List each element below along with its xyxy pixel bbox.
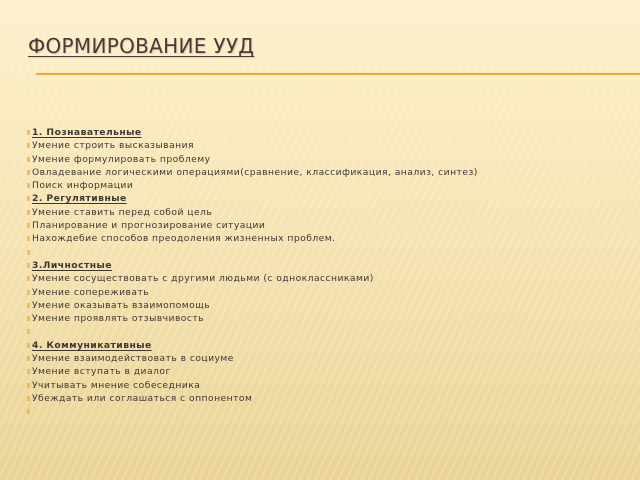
section-heading-regulatory: 2. Регулятивные <box>27 192 617 205</box>
slide-title: ФОРМИРОВАНИЕ УУД <box>28 34 255 58</box>
section-heading-cognitive: 1. Познавательные <box>27 126 617 139</box>
list-item: Поиск информации <box>27 179 617 192</box>
list-item: Овладевание логическими операциями(сравнение, классификация, анализ, синтез) <box>27 166 617 179</box>
list-item: Планирование и прогнозирование ситуации <box>27 219 617 232</box>
list-item: Учитывать мнение собеседника <box>27 379 617 392</box>
list-item: Нахождебие способов преодоления жизненных проблем. <box>27 232 617 245</box>
list-item: Умение проявлять отзывчивость <box>27 312 617 325</box>
content-list <box>27 126 617 419</box>
list-item: Умение взаимодействовать в социуме <box>27 352 617 365</box>
list-item: Убеждать или соглашаться с оппонентом <box>27 392 617 405</box>
section-heading-personal: 3.Личностные <box>27 259 617 272</box>
list-item: Умение формулировать проблему <box>27 153 617 166</box>
list-item: Умение ставить перед собой цель <box>27 206 617 219</box>
empty-list-item <box>27 246 617 259</box>
list-item: Умение сосуществовать с другими людьми (с одноклассниками) <box>27 272 617 285</box>
section-heading-communicative: 4. Коммуникативные <box>27 339 617 352</box>
empty-list-item <box>27 405 617 418</box>
empty-list-item <box>27 325 617 338</box>
list-item: Умение сопереживать <box>27 286 617 299</box>
list-item: Умение строить высказывания <box>27 139 617 152</box>
slide-top-band <box>0 0 640 24</box>
list-item: Умение оказывать взаимопомощь <box>27 299 617 312</box>
title-divider <box>36 73 640 75</box>
list-item: Умение вступать в диалог <box>27 365 617 378</box>
